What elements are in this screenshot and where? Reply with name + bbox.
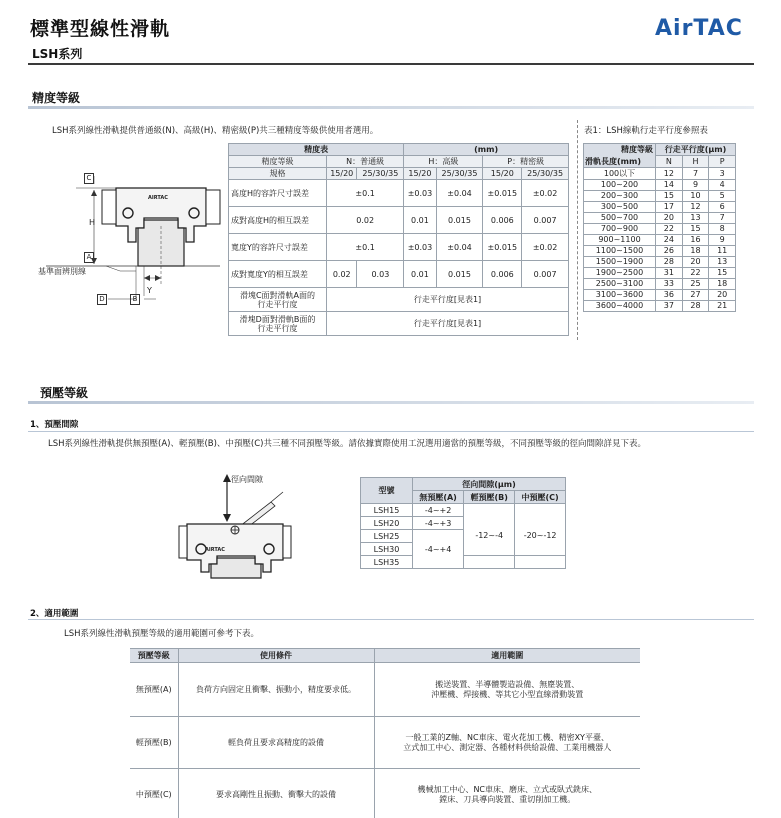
- scope-app-line: 鏜床、刀具導向裝置、重切削加工機。: [439, 794, 576, 804]
- t1-value-cell: 7: [709, 212, 736, 223]
- t1-length-cell: 100~200: [584, 179, 656, 190]
- scope-app-line: 立式加工中心、測定器、各種材料供給設備、工業用機器人: [403, 742, 612, 752]
- t1-value-cell: 21: [709, 300, 736, 311]
- preload-sub2-rule: [28, 619, 754, 620]
- t1-value-cell: 15: [656, 190, 683, 201]
- t1-value-cell: 13: [709, 256, 736, 267]
- model-cell: LSH25: [361, 530, 413, 543]
- row-label: 高度H的容許尺寸誤差: [229, 180, 327, 207]
- scope-application: [374, 663, 640, 717]
- t1-value-cell: 26: [656, 245, 683, 256]
- grade-n: N：普通級: [327, 156, 404, 168]
- spec-cell: 15/20: [404, 168, 436, 180]
- t1-value-cell: 28: [682, 300, 709, 311]
- row-label: [229, 288, 327, 312]
- scope-table: [130, 648, 640, 818]
- series-title: LSH系列: [32, 47, 83, 61]
- table-cell-merged: 行走平行度[見表1]: [327, 288, 569, 312]
- t1-value-cell: 22: [656, 223, 683, 234]
- t1-length-cell: 1100~1500: [584, 245, 656, 256]
- t1-value-cell: 11: [709, 245, 736, 256]
- label-a: A: [84, 252, 94, 263]
- t1-length-cell: 500~700: [584, 212, 656, 223]
- t1-value-cell: 10: [682, 190, 709, 201]
- column-separator: [577, 120, 578, 340]
- precision-table: [228, 143, 569, 336]
- t1-row: [584, 245, 736, 256]
- spec-cell: 25/30/35: [522, 168, 569, 180]
- table-cell: 0.015: [436, 207, 483, 234]
- t1-row: [584, 289, 736, 300]
- carriage-brand-mark: AIRTAC: [148, 195, 168, 201]
- t1-value-cell: 6: [709, 201, 736, 212]
- clearance-table: [360, 477, 566, 569]
- t1-value-cell: 9: [682, 179, 709, 190]
- a-cell: -4~+4: [413, 530, 464, 569]
- t1-row: [584, 278, 736, 289]
- t1-row: [584, 167, 736, 179]
- t1-value-cell: 16: [682, 234, 709, 245]
- scope-condition: 輕負荷且要求高精度的設備: [178, 717, 374, 769]
- table-cell: 0.02: [327, 207, 404, 234]
- t1-value-cell: 27: [682, 289, 709, 300]
- grade-p: P：精密級: [483, 156, 569, 168]
- clearance-header: 徑向間隙(μm): [413, 478, 566, 491]
- c-cell: -20~-12: [515, 517, 566, 556]
- precision-table-unit: (mm): [404, 144, 569, 156]
- precision-table-title: 精度表: [229, 144, 404, 156]
- preload-heading-rule: [28, 401, 754, 404]
- table-cell: ±0.04: [436, 234, 483, 261]
- col-light: 輕預壓(B): [464, 491, 515, 504]
- table-cell: 0.006: [483, 207, 522, 234]
- preload-heading: 預壓等級: [40, 386, 89, 400]
- scope-head-grade: 預壓等級: [130, 649, 178, 663]
- row-label: [229, 312, 327, 336]
- b-cell-blank: [464, 504, 515, 517]
- scope-app-line: 機械加工中心、NC車床、磨床、立式或臥式銑床、: [417, 784, 598, 794]
- scope-app-line: 搬送裝置、半導體製造設備、無塵裝置、: [435, 679, 580, 689]
- t1-value-cell: 28: [656, 256, 683, 267]
- t1-value-cell: 4: [709, 179, 736, 190]
- t1-value-cell: 14: [656, 179, 683, 190]
- t1-value-cell: 9: [709, 234, 736, 245]
- scope-grade: 中預壓(C): [130, 769, 178, 818]
- carriage-brand-mark: AIRTAC: [205, 547, 225, 553]
- t1-length-cell: 200~300: [584, 190, 656, 201]
- spec-header: 規格: [229, 168, 327, 180]
- model-cell: LSH35: [361, 556, 413, 569]
- preload-sub2: 2、適用範圍: [30, 609, 79, 619]
- scope-application: [374, 769, 640, 818]
- label-b: B: [130, 294, 140, 305]
- model-cell: LSH15: [361, 504, 413, 517]
- label-reference-line: 基準面辨別線: [38, 267, 86, 276]
- table-cell: 0.007: [522, 261, 569, 288]
- clearance-diagram: [175, 472, 295, 582]
- t1-col: P: [709, 156, 736, 168]
- spec-cell: 15/20: [327, 168, 357, 180]
- c-cell-blank: [515, 556, 566, 569]
- t1-value-cell: 5: [709, 190, 736, 201]
- scope-intro: LSH系列線性滑軌預壓等級的適用範圍可參考下表。: [64, 629, 260, 639]
- table-cell: 0.01: [404, 261, 436, 288]
- t1-value-cell: 18: [682, 245, 709, 256]
- table-cell: 0.006: [483, 261, 522, 288]
- table-cell: ±0.1: [327, 180, 404, 207]
- table-cell: 0.007: [522, 207, 569, 234]
- col-none: 無預壓(A): [413, 491, 464, 504]
- b-cell: -12~-4: [464, 517, 515, 556]
- model-header: 型號: [361, 478, 413, 504]
- clearance-label: 徑向間隙: [231, 475, 263, 484]
- row-label-line: 行走平行度: [257, 323, 298, 333]
- preload-intro: LSH系列線性滑軌提供無預壓(A)、輕預壓(B)、中預壓(C)共三種不同預壓等級。請依據實際使用工況選用適當的預壓等級，不同預壓等級的徑向間隙詳見下表。: [48, 439, 647, 449]
- t1-value-cell: 24: [656, 234, 683, 245]
- t1-value-cell: 33: [656, 278, 683, 289]
- preload-sub1: 1、預壓間隙: [30, 420, 79, 430]
- header-rule: [28, 63, 754, 65]
- t1-value-cell: 15: [709, 267, 736, 278]
- row-label-line: 滑塊C面對滑軌A面的: [239, 290, 316, 300]
- t1-length-cell: 1900~2500: [584, 267, 656, 278]
- precision-grade-header: 精度等級: [229, 156, 327, 168]
- model-cell: LSH20: [361, 517, 413, 530]
- scope-app-line: 沖壓機、焊接機、等其它小型直線滑動裝置: [431, 689, 584, 699]
- table-cell: 0.02: [327, 261, 357, 288]
- precision-diagram: [36, 168, 226, 308]
- b-cell-blank: [464, 556, 515, 569]
- t1-row: [584, 234, 736, 245]
- t1-value-cell: 22: [682, 267, 709, 278]
- t1-value-cell: 3: [709, 167, 736, 179]
- spec-cell: 15/20: [483, 168, 522, 180]
- scope-condition: 負荷方向固定且衝擊、振動小，精度要求低。: [178, 663, 374, 717]
- t1-row: [584, 267, 736, 278]
- brand-logo: AirTAC: [655, 16, 743, 41]
- t1-value-cell: 17: [656, 201, 683, 212]
- t1-value-cell: 36: [656, 289, 683, 300]
- model-cell: LSH30: [361, 543, 413, 556]
- label-c: C: [84, 173, 94, 184]
- t1-value-cell: 13: [682, 212, 709, 223]
- t1-row: [584, 212, 736, 223]
- row-label-line: 滑塊D面對滑軌B面的: [239, 314, 316, 324]
- t1-length-cell: 100以下: [584, 167, 656, 179]
- table-cell: 0.01: [404, 207, 436, 234]
- t1-body: [584, 167, 736, 311]
- table-cell: ±0.02: [522, 180, 569, 207]
- t1-value-cell: 20: [656, 212, 683, 223]
- t1-parallel-header: 行走平行度(μm): [656, 144, 736, 156]
- t1-length-cell: 900~1100: [584, 234, 656, 245]
- t1-row: [584, 223, 736, 234]
- a-cell: -4~+2: [413, 504, 464, 517]
- scope-grade: 輕預壓(B): [130, 717, 178, 769]
- t1-value-cell: 18: [709, 278, 736, 289]
- table-cell: ±0.1: [327, 234, 404, 261]
- precision-intro: LSH系列線性滑軌提供普通級(N)、高級(H)、精密級(P)共三種精度等級供使用者選用。: [52, 126, 379, 136]
- t1-row: [584, 190, 736, 201]
- t1-grade-header: 精度等級: [584, 144, 656, 156]
- t1-length-cell: 2500~3100: [584, 278, 656, 289]
- t1-value-cell: 31: [656, 267, 683, 278]
- t1-length-cell: 3600~4000: [584, 300, 656, 311]
- t1-row: [584, 201, 736, 212]
- col-medium: 中預壓(C): [515, 491, 566, 504]
- t1-value-cell: 20: [709, 289, 736, 300]
- table-cell: ±0.03: [404, 234, 436, 261]
- label-h: H: [89, 218, 96, 227]
- t1-value-cell: 37: [656, 300, 683, 311]
- t1-length-header: 滑軌長度(mm): [584, 156, 656, 168]
- table-cell: ±0.02: [522, 234, 569, 261]
- c-cell-blank: [515, 504, 566, 517]
- table-cell: 0.03: [357, 261, 404, 288]
- preload-sub1-rule: [28, 431, 754, 432]
- precision-heading: 精度等級: [32, 91, 81, 105]
- row-label: 成對高度H的相互誤差: [229, 207, 327, 234]
- t1-col: H: [682, 156, 709, 168]
- table-cell: ±0.04: [436, 180, 483, 207]
- table-cell: ±0.015: [483, 234, 522, 261]
- t1-length-cell: 700~900: [584, 223, 656, 234]
- parallelism-table: [583, 143, 736, 312]
- scope-condition: 要求高剛性且振動、衝擊大的設備: [178, 769, 374, 818]
- t1-col: N: [656, 156, 683, 168]
- t1-value-cell: 8: [709, 223, 736, 234]
- t1-value-cell: 15: [682, 223, 709, 234]
- scope-grade: 無預壓(A): [130, 663, 178, 717]
- table-cell: ±0.015: [483, 180, 522, 207]
- table1-caption: 表1：LSH線軌行走平行度參照表: [584, 126, 708, 136]
- t1-length-cell: 300~500: [584, 201, 656, 212]
- t1-length-cell: 1500~1900: [584, 256, 656, 267]
- spec-cell: 25/30/35: [436, 168, 483, 180]
- row-label-line: 行走平行度: [257, 299, 298, 309]
- t1-value-cell: 25: [682, 278, 709, 289]
- table-cell-merged: 行走平行度[見表1]: [327, 312, 569, 336]
- row-label: 成對寬度Y的相互誤差: [229, 261, 327, 288]
- scope-head-condition: 使用條件: [178, 649, 374, 663]
- t1-value-cell: 7: [682, 167, 709, 179]
- t1-value-cell: 12: [656, 167, 683, 179]
- label-d: D: [97, 294, 107, 305]
- t1-length-cell: 3100~3600: [584, 289, 656, 300]
- t1-value-cell: 20: [682, 256, 709, 267]
- label-y: Y: [147, 286, 152, 295]
- scope-head-application: 適用範圍: [374, 649, 640, 663]
- t1-row: [584, 179, 736, 190]
- row-label: 寬度Y的容許尺寸誤差: [229, 234, 327, 261]
- scope-application: [374, 717, 640, 769]
- page-title: 標準型線性滑軌: [30, 18, 171, 40]
- table-cell: 0.015: [436, 261, 483, 288]
- precision-heading-rule: [28, 106, 754, 109]
- spec-cell: 25/30/35: [357, 168, 404, 180]
- a-cell: -4~+3: [413, 517, 464, 530]
- t1-row: [584, 256, 736, 267]
- scope-app-line: 一般工業的Z軸、NC車床、電火花加工機、精密XY平臺、: [405, 732, 609, 742]
- t1-value-cell: 12: [682, 201, 709, 212]
- t1-row: [584, 300, 736, 311]
- table-cell: ±0.03: [404, 180, 436, 207]
- grade-h: H：高級: [404, 156, 483, 168]
